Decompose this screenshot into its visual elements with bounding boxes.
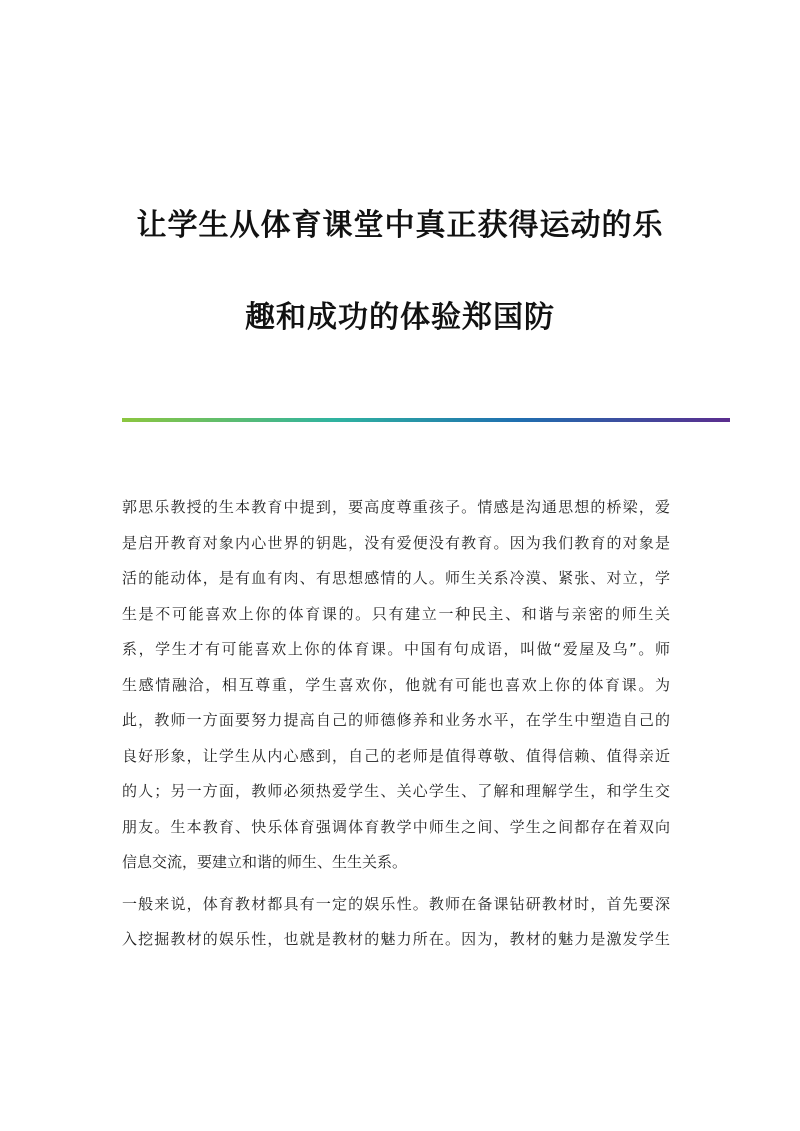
text-line: 一般来说，体育教材都具有一定的娱乐性。教师在备课钻研教材时，首先要深 <box>122 894 670 913</box>
text-line: 信息交流，要建立和谐的师生、生生关系。 <box>122 853 408 871</box>
text-line: 生是不可能喜欢上你的体育课的。只有建立一种民主、和谐与亲密的师生关 <box>122 604 670 623</box>
text-line: 朋友。生本教育、快乐体育强调体育教学中师生之间、学生之间都存在着双向 <box>122 817 670 836</box>
title-line-2: 趣和成功的体验郑国防 <box>245 300 555 335</box>
page-title <box>100 180 700 364</box>
paragraph-2 <box>122 887 670 958</box>
text-line: 生感情融洽，相互尊重，学生喜欢你，他就有可能也喜欢上你的体育课。为 <box>122 675 670 694</box>
text-line: 的人；另一方面，教师必须热爱学生、关心学生、了解和理解学生，和学生交 <box>122 782 670 800</box>
text-line: 郭思乐教授的生本教育中提到，要高度尊重孩子。情感是沟通思想的桥梁，爱 <box>122 498 670 516</box>
text-line: 入挖掘教材的娱乐性，也就是教材的魅力所在。因为，教材的魅力是激发学生 <box>122 930 670 948</box>
paragraph-1 <box>122 490 670 881</box>
title-line-1: 让学生从体育课堂中真正获得运动的乐 <box>136 208 664 243</box>
text-line: 此，教师一方面要努力提高自己的师德修养和业务水平，在学生中塑造自己的 <box>122 711 670 729</box>
document-body <box>122 490 670 958</box>
text-line: 活的能动体，是有血有肉、有思想感情的人。师生关系冷漠、紧张、对立，学 <box>122 569 670 587</box>
gradient-divider <box>122 418 730 422</box>
text-line: 系，学生才有可能喜欢上你的体育课。中国有句成语，叫做“爱屋及乌”。师 <box>122 640 670 658</box>
text-line: 良好形象，让学生从内心感到，自己的老师是值得尊敬、值得信赖、值得亲近 <box>122 746 670 765</box>
text-line: 是启开教育对象内心世界的钥匙，没有爱便没有教育。因为我们教育的对象是 <box>122 533 670 552</box>
